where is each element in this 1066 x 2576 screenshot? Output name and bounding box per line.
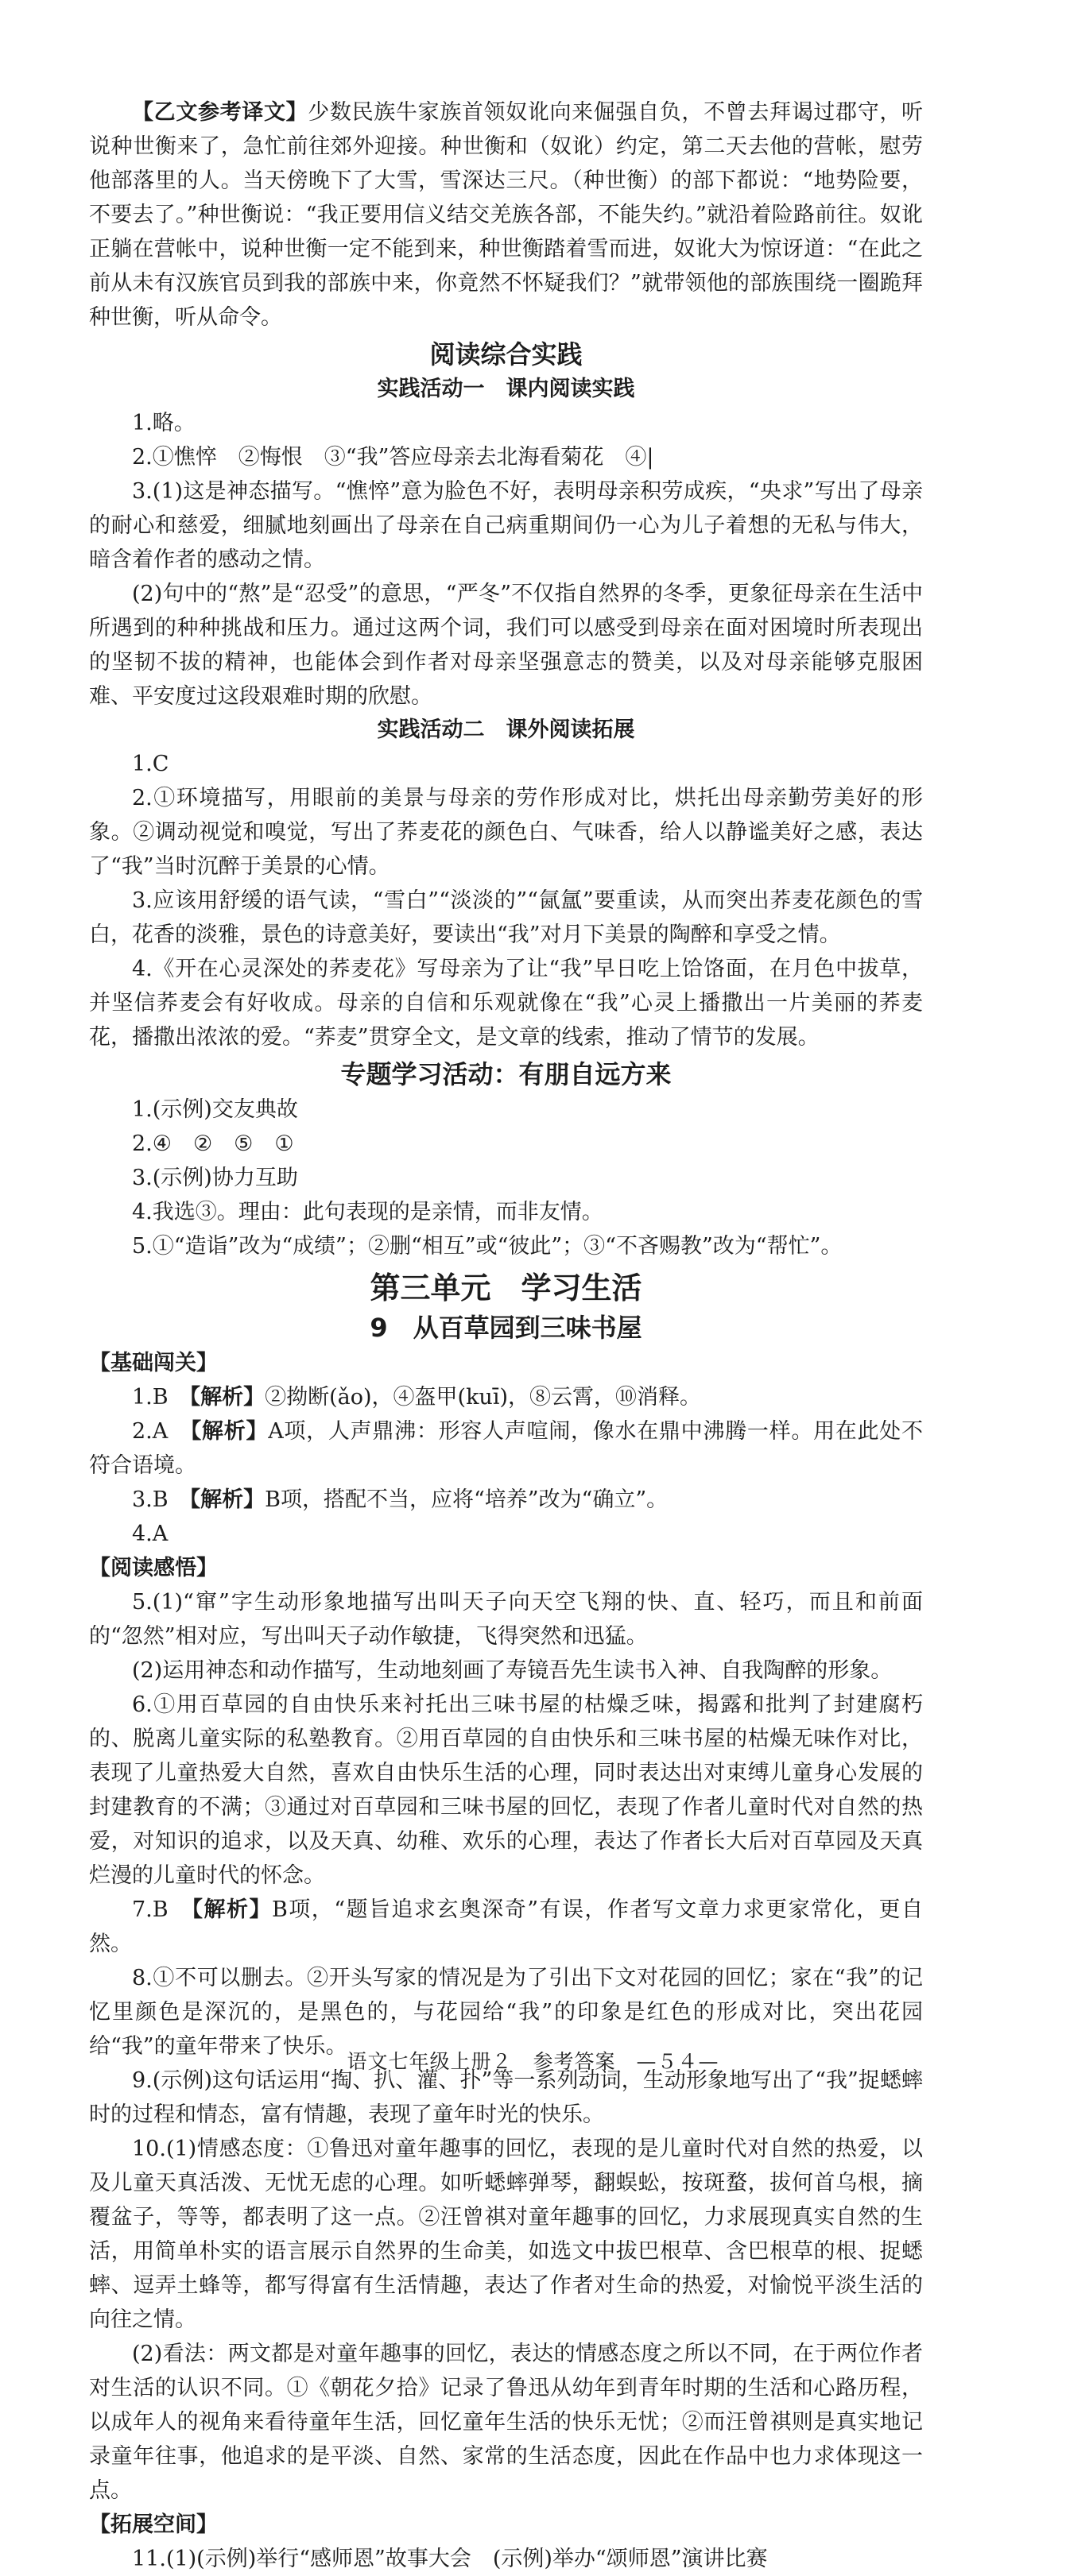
basic-item <box>89 1517 923 1551</box>
activity1-item: (2)句中的“熬”是“忍受”的意思，“严冬”不仅指自然界的冬季，更象征母亲在生活中所遇到的种种挑战和压力。通过这两个词，我们可以感受到母亲在面对困境时所表现出的坚韧不拔的精神，也能体会到作者对母亲坚强意志的赞美，以及对母亲能够克服困难、平安度过这段艰难时期的欣慰。 <box>89 582 923 709</box>
extend-item: 11.(1)(示例)举行“感师恩”故事大会 (示例)举办“颂师恩”演讲比赛 <box>132 2547 768 2571</box>
special-item: 5.①“造诣”改为“成绩”；②删“相互”或“彼此”；③“不吝赐教”改为“帮忙”。 <box>132 1234 843 1259</box>
activity2-title: 实践活动二 课外阅读拓展 <box>377 717 635 742</box>
activity2-item: 3.应该用舒缓的语气读，“雪白”“淡淡的”“氤氲”要重读，从而突出荞麦花颜色的雪白，花香的淡雅，景色的诗意美好，要读出“我”对月下美景的陶醉和享受之情。 <box>89 888 923 947</box>
basic-item <box>89 1380 923 1414</box>
yiwen-text: 少数民族牛家族首领奴讹向来倔强自负，不曾去拜谒过郡守，听说种世衡来了，急忙前往郊外迎接。种世衡和（奴讹）约定，第二天去他的营帐，慰劳他部落里的人。当天傍晚下了大雪，雪深达三尺。（种世衡）的部下都说：“地势险要，不要去了。”种世衡说：“我正要用信义结交羌族各部，不能失约。”就沿着险路前往。奴讹正躺在营帐中，说种世衡一定不能到来，种世衡踏着雪而进，奴讹大为惊讶道：“在此之前从未有汉族官员到我的部族中来，你竟然不怀疑我们？”就带领他的部族围绕一圈跪拜种世衡，听从命令。 <box>89 100 924 330</box>
insight-item: 9.(示例)这句话运用“掏、扒、灌、扑”等一系列动词，生动形象地写出了“我”捉蟋蟀时的过程和情态，富有情趣，表现了童年时光的快乐。 <box>89 2068 923 2127</box>
extend-heading: 【拓展空间】 <box>89 2512 218 2537</box>
insight-item: 6.①用百草园的自由快乐来衬托出三味书屋的枯燥乏味，揭露和批判了封建腐朽的、脱离儿童实际的私塾教育。②用百草园的自由快乐和三味书屋的枯燥无味作对比，表现了儿童热爱大自然，喜欢自由快乐生活的心理，同时表达出对束缚儿童身心发展的封建教育的不满；③通过对百草园和三味书屋的回忆，表现了作者儿童时代对自然的热爱，对知识的追求，以及天真、幼稚、欢乐的心理，表达了作者长大后对百草园及天真烂漫的儿童时代的怀念。 <box>89 1692 923 1888</box>
insight-item: 8.①不可以删去。②开头写家的情况是为了引出下文对花园的回忆；家在“我”的记忆里颜色是深沉的，是黑色的，与花园给“我”的印象是红色的形成对比，突出花园给“我”的童年带来了快乐。 <box>89 1966 923 2059</box>
activity1-item: 1.略。 <box>132 411 196 435</box>
item-number: 7.B <box>132 1897 192 1922</box>
activity1-item: 2.①憔悴 ②悔恨 ③“我”答应母亲去北海看菊花 ④| <box>132 445 654 470</box>
yiwen-tag: 【乙文参考译文】 <box>132 100 308 125</box>
special-item: 3.(示例)协力互助 <box>132 1166 298 1190</box>
item-number: 1.B <box>132 1385 190 1410</box>
activity1-item: 3.(1)这是神态描写。“憔悴”意为脸色不好，表明母亲积劳成疾，“央求”写出了母亲的耐心和慈爱，细腻地刻画出了母亲在自己病重期间仍一心为儿子着想的无私与伟大，暗含着作者的感动之情。 <box>89 479 923 572</box>
special-item: 2.④ ② ⑤ ① <box>132 1131 294 1156</box>
item-text: B项，搭配不当，应将“培养”改为“确立”。 <box>265 1487 669 1512</box>
special-activity-title: 专题学习活动：有朋自远方来 <box>340 1059 672 1089</box>
reading-practice-title: 阅读综合实践 <box>429 339 583 369</box>
basic-item <box>89 1414 923 1483</box>
insight-item: (2)运用神态和动作描写，生动地刻画了寿镜吾先生读书入神、自我陶醉的形象。 <box>132 1658 893 1683</box>
insight-item: 10.(1)情感态度：①鲁迅对童年趣事的回忆，表现的是儿童时代对自然的热爱，以及儿童天真活泼、无忧无虑的心理。如听蟋蟀弹琴，翻蜈蚣，按斑蝥，拔何首乌根，摘覆盆子，等等，都表明了这一点。②汪曾祺对童年趣事的回忆，力求展现真实自然的生活，用简单朴实的语言展示自然界的生命美，如选文中拔巴根草、含巴根草的根、捉蟋蟀、逗弄土蜂等，都写得富有生活情趣，表达了作者对生命的热爱，对愉悦平淡生活的向往之情。 <box>89 2137 923 2332</box>
insight-item: 5.(1)“窜”字生动形象地描写出叫天子向天空飞翔的快、直、轻巧，而且和前面的“忽然”相对应，写出叫天子动作敏捷，飞得突然和迅猛。 <box>89 1590 923 1649</box>
special-item: 4.我选③。理由：此句表现的是亲情，而非友情。 <box>132 1200 603 1224</box>
insight-item: (2)看法：两文都是对童年趣事的回忆，表达的情感态度之所以不同，在于两位作者对生活的认识不同。①《朝花夕拾》记录了鲁迅从幼年到青年时期的生活和心路历程，以成年人的视角来看待童年生活，回忆童年生活的快乐无忧；②而汪曾祺则是真实地记录童年往事，他追求的是平淡、自然、家常的生活态度，因此在作品中也力求体现这一点。 <box>89 2342 923 2503</box>
activity2-item: 4.《开在心灵深处的荞麦花》写母亲为了让“我”早日吃上饸饹面，在月色中拔草，并坚信荞麦会有好收成。母亲的自信和乐观就像在“我”心灵上播撒出一片美丽的荞麦花，播撒出浓浓的爱。“荞麦”贯穿全文，是文章的线索，推动了情节的发展。 <box>89 957 923 1050</box>
item-text: ②拗断(ǎo)，④盔甲(kuī)，⑧云霄，⑩消释。 <box>265 1385 701 1410</box>
analysis-tag: 【解析】 <box>189 1487 266 1512</box>
item-number: 3.B <box>132 1487 190 1512</box>
item-number: 2.A <box>132 1419 191 1444</box>
page-footer: 语文七年级上册２ 参考答案 —５４— <box>347 2050 719 2073</box>
analysis-tag: 【解析】 <box>192 1897 272 1922</box>
activity2-item: 1.C <box>132 752 169 776</box>
item-number: 4.A <box>132 1522 169 1546</box>
activity1-title: 实践活动一 课内阅读实践 <box>377 377 635 401</box>
lesson-title: 9 从百草园到三味书屋 <box>370 1313 642 1343</box>
item-text: A项，人声鼎沸：形容人声喧闹，像水在鼎中沸腾一样。用在此处不符合语境。 <box>89 1419 924 1478</box>
yiwen-paragraph <box>89 95 923 335</box>
activity2-item: 2.①环境描写，用眼前的美景与母亲的劳作形成对比，烘托出母亲勤劳美好的形象。②调动视觉和嗅觉，写出了荞麦花的颜色白、气味香，给人以静谧美好之感，表达了“我”当时沉醉于美景的心情。 <box>89 786 923 879</box>
insight-item <box>89 1893 923 1961</box>
reading-insight-heading: 【阅读感悟】 <box>89 1556 218 1580</box>
basic-heading: 【基础闯关】 <box>89 1351 218 1375</box>
analysis-tag: 【解析】 <box>190 1419 269 1444</box>
special-item: 1.(示例)交友典故 <box>132 1097 298 1122</box>
item-text: B项，“题旨追求玄奥深奇”有误，作者写文章力求更家常化，更自然。 <box>89 1897 924 1956</box>
basic-item <box>89 1483 923 1517</box>
analysis-tag: 【解析】 <box>189 1385 266 1410</box>
unit-title: 第三单元 学习生活 <box>370 1271 642 1305</box>
